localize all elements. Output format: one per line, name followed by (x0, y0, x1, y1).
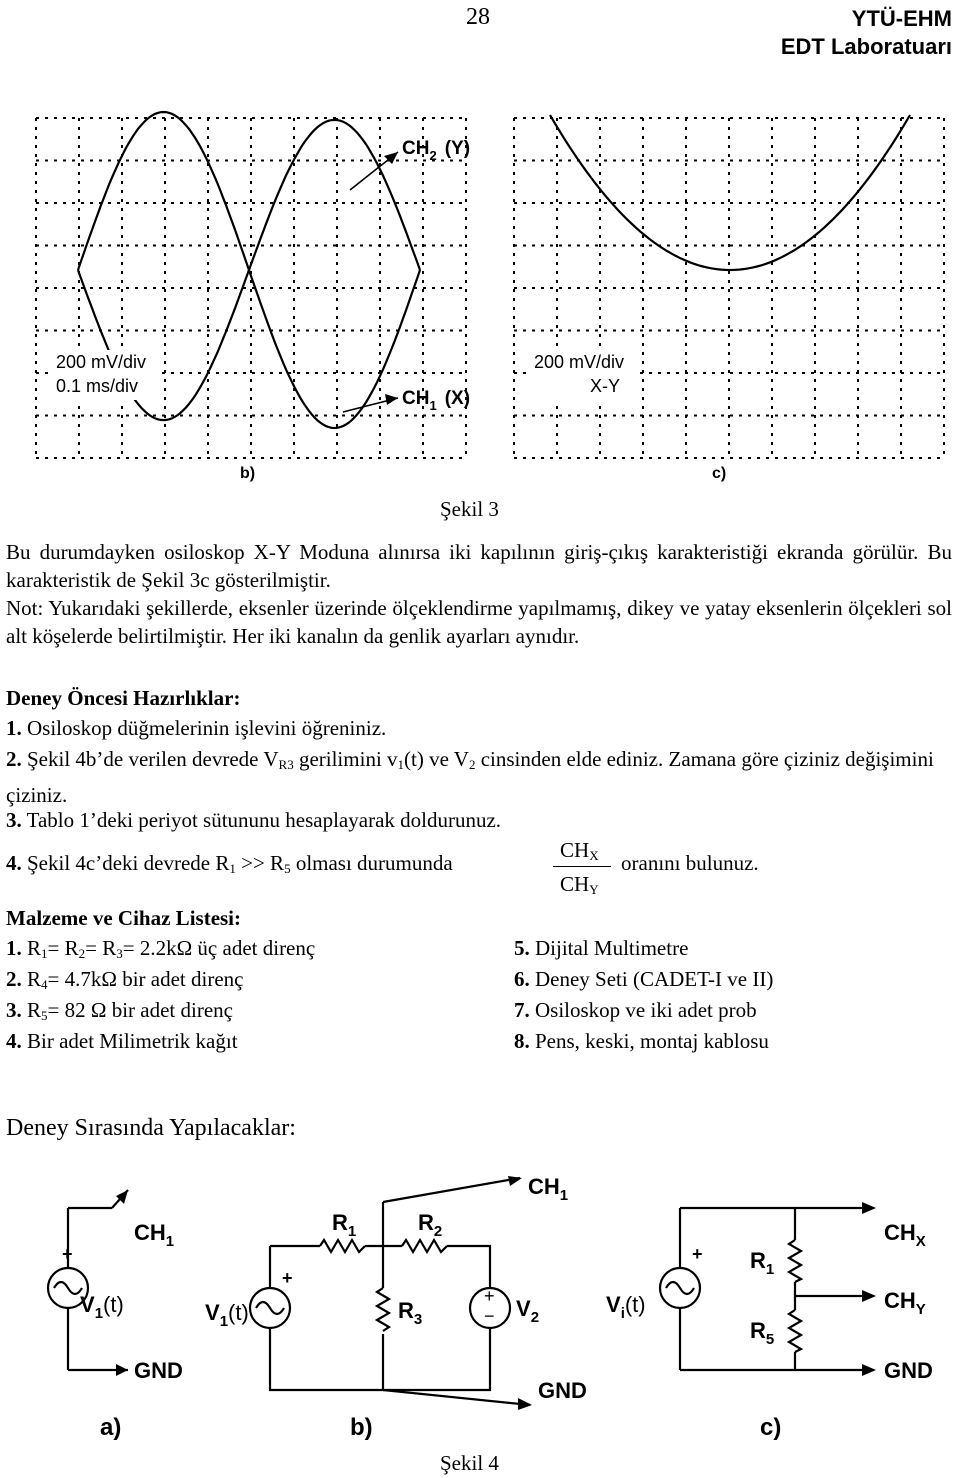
r1-label-c: $R_1$ (750, 1248, 775, 1278)
ch1-label-b: $CH_1$ (528, 1174, 569, 1204)
figure-3-title: Şekil 3 (440, 497, 499, 521)
ch1-label-a: $CH_1$ (134, 1220, 175, 1250)
plus-sign-c: + (692, 1244, 703, 1264)
arrow-head (862, 1364, 876, 1376)
oscilloscope-grid-c (514, 118, 944, 458)
gnd-label-b: GND (538, 1378, 587, 1403)
vi-label-c: $V_i(t)$ (606, 1292, 646, 1322)
figure-4-title: Şekil 4 (440, 1451, 499, 1475)
r1-label-b: $R_1$ (332, 1210, 357, 1240)
resistor-r2-b (402, 1240, 447, 1252)
arrow-head (116, 1364, 128, 1376)
figure-4c-caption: c) (760, 1414, 782, 1441)
arrow-head (862, 1202, 876, 1214)
pre-lab-item-4: 4. Şekil 4c’deki devrede $R_1 >> R_5$ olması durumunda (6, 851, 453, 876)
header-lab: EDT Laboratuarı (780, 34, 952, 59)
fraction-bar (553, 866, 611, 867)
material-item: 6. Deney Seti (CADET-I ve II) (514, 967, 774, 991)
figure-4b-caption: b) (350, 1414, 373, 1441)
ch1-label: $CH_1$ (X) (402, 388, 471, 413)
ratio-numerator: $CH_X$ (560, 838, 599, 863)
pre-lab-item-2: 2. Şekil 4b’de verilen devrede $V_{R3}$ gerilimini $v_1(t)$ ve $V_2$ cinsinden elde ediniz. Zamana göre çiziniz değişimini çiziniz. (6, 747, 934, 807)
pre-lab-item-3: 3. Tablo 1’deki periyot sütununu hesaplayarak doldurunuz. (6, 808, 502, 832)
r2-label-b: $R_2$ (418, 1210, 443, 1240)
pre-lab-item-1: 1. Osiloskop düğmelerinin işlevini öğreniniz. (6, 716, 387, 740)
header-institution: YTÜ-EHM (851, 6, 952, 31)
chx-label-c: $CH_X$ (884, 1220, 926, 1250)
material-item: 4. Bir adet Milimetrik kağıt (6, 1029, 238, 1053)
material-item: 5. Dijital Multimetre (514, 936, 689, 960)
pre-lab-heading: Deney Öncesi Hazırlıklar: (6, 686, 241, 710)
paragraph-xy-mode: Bu durumdayken osiloskop X-Y Moduna alınırsa iki kapılının giriş-çıkış karakteristiği ekranda görülür. Bu karakteristik de Şekil 3c gösterilmiştir. (6, 540, 952, 592)
procedure-heading: Deney Sırasında Yapılacaklar: (6, 1115, 296, 1141)
v2-minus-sign: − (484, 1306, 495, 1326)
pre-lab-item-4-end: oranını bulunuz. (621, 851, 759, 875)
material-item: 8. Pens, keski, montaj kablosu (514, 1029, 769, 1053)
material-item: 2. $R_4= 4.7k\Omega$ bir adet direnç (6, 967, 244, 992)
materials-left-list (6, 933, 315, 1057)
v2-plus-sign: + (484, 1286, 495, 1306)
ratio-denominator: $CH_Y$ (560, 872, 599, 897)
v1-label-a: $V_1(t)$ (80, 1292, 124, 1322)
material-item: 3. $R_5= 82$ Ω bir adet direnç (6, 998, 233, 1023)
v1-label-b: $V_1(t)$ (205, 1300, 249, 1330)
figure-4a-caption: a) (100, 1414, 122, 1441)
material-item: 7. Osiloskop ve iki adet prob (514, 998, 757, 1022)
gnd-label-a: GND (134, 1358, 183, 1383)
page-number: 28 (466, 4, 490, 30)
plus-sign-b: + (282, 1268, 293, 1288)
scale-volt-b: 200 mV/div (56, 352, 147, 372)
plus-sign-a: + (62, 1244, 73, 1264)
resistor-r3-b (377, 1288, 389, 1331)
arrow-head (862, 1290, 876, 1302)
r5-label-c: $R_5$ (750, 1318, 775, 1348)
figure-4 (0, 1160, 960, 1450)
paragraph-note: Not: Yukarıdaki şekillerde, eksenler üzerinde ölçeklendirme yapılmamış, dikey ve yatay eksenlerin ölçekleri sol alt köşelerde belirtilmiştir. Her iki kanalın da genlik ayarları aynıdır. (6, 596, 952, 648)
ch1-arrow-b (383, 1178, 520, 1202)
ch2-label: $CH_2$ (Y) (402, 138, 471, 163)
gnd-label-c: GND (884, 1358, 933, 1383)
arrow-head (385, 394, 398, 405)
materials-heading: Malzeme ve Cihaz Listesi: (6, 906, 242, 930)
figure-3c-caption: c) (712, 465, 727, 482)
materials-right-list (514, 933, 773, 1057)
resistor-r1-c (789, 1240, 801, 1282)
v2-label-b: $V_2$ (516, 1296, 540, 1326)
resistor-r5-c (789, 1310, 801, 1352)
chy-label-c: $CH_Y$ (884, 1288, 926, 1318)
scale-volt-c: 200 mV/div (534, 352, 625, 372)
material-item: 1. $R_1= R_2= R_3= 2.2k\Omega$ üç adet direnç (6, 936, 316, 961)
figure-3b-caption: b) (240, 465, 256, 482)
gnd-arrow-b (383, 1390, 530, 1405)
scale-mode-c: X-Y (590, 376, 621, 396)
scale-time-b: 0.1 ms/div (56, 376, 139, 396)
resistor-r1-b (320, 1240, 365, 1252)
r3-label-b: $R_3$ (398, 1298, 423, 1328)
arrow-head (518, 1398, 532, 1410)
